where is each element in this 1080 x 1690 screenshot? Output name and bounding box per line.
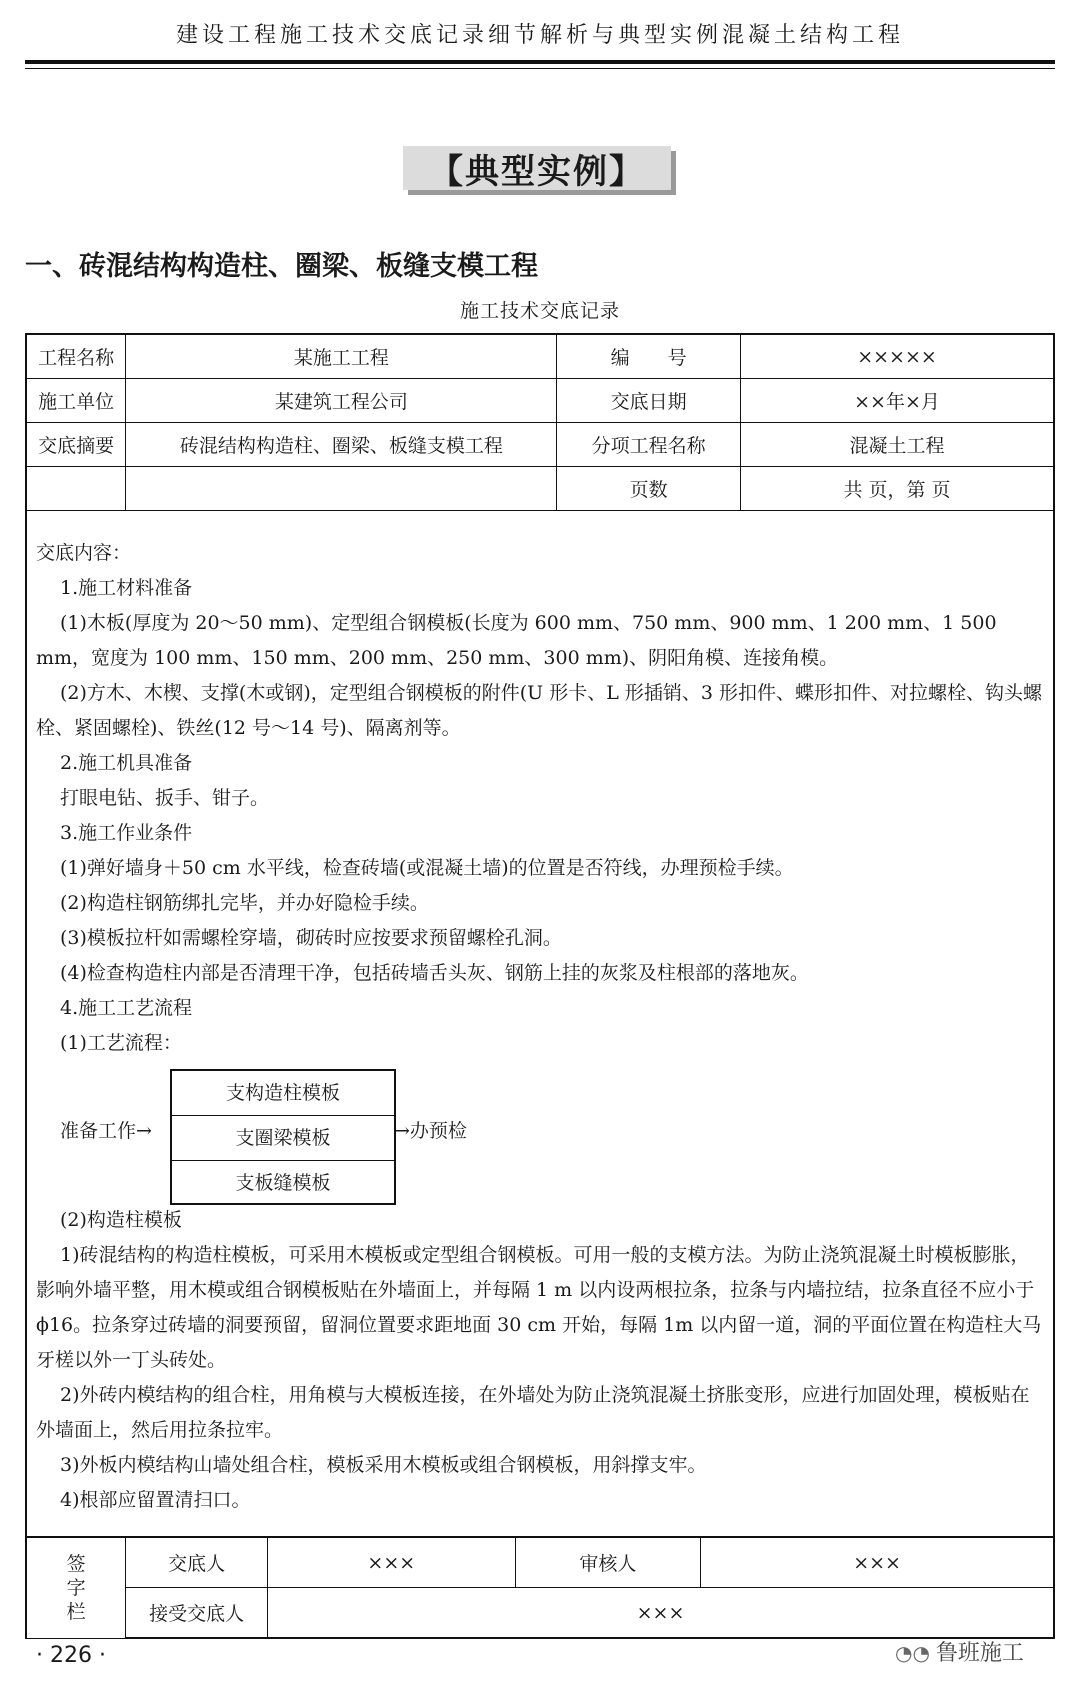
flow-end: →办预检 <box>394 1120 467 1142</box>
briefing-content <box>36 536 1042 1518</box>
signature-row <box>26 1537 1054 1588</box>
section-title: 【典型实例】 <box>429 151 645 192</box>
info-table <box>25 333 1055 511</box>
project-name-label: 工程名称 <box>26 334 126 379</box>
empty-cell <box>126 467 557 511</box>
paragraph: (4)检查构造柱内部是否清理干净，包括砖墙舌头灰、钢筋上挂的灰浆及柱根部的落地灰。 <box>60 962 809 984</box>
section-title-box <box>403 146 671 190</box>
section-heading: 1.施工材料准备 <box>60 577 193 599</box>
info-row <box>26 379 1054 423</box>
chapter-heading: 一、砖混结构构造柱、圈梁、板缝支模工程 <box>25 251 538 282</box>
flow-step: 支圈梁模板 <box>172 1116 394 1161</box>
record-title: 施工技术交底记录 <box>459 300 620 322</box>
paragraph: 1)砖混结构的构造柱模板，可采用木模板或定型组合钢模板。可用一般的支模方法。为防止浇筑混凝土时模板膨胀，影响外墙平整，用木模或组合钢模板贴在外墙面上，并每隔 1 m 以内设两根拉条，拉条与内墙拉结，拉条直径不应小于 ϕ16。拉条穿过砖墙的洞要预留，留洞位置要求距地面 30 cm 开始，每隔 1m 以内留一道，洞的平面位置在构造柱大马牙槎以外一丁头砖处。 <box>36 1244 1042 1371</box>
section-heading: 4.施工工艺流程 <box>60 997 193 1019</box>
page-count-value: 共 页，第 页 <box>741 467 1054 511</box>
running-header: 建设工程施工技术交底记录细节解析与典型实例混凝土结构工程 <box>175 23 904 48</box>
summary-label: 交底摘要 <box>26 423 126 467</box>
paragraph: (3)模板拉杆如需螺栓穿墙，砌砖时应按要求预留螺栓孔洞。 <box>60 927 562 949</box>
content-intro: 交底内容： <box>36 542 132 564</box>
summary-value: 砖混结构构造柱、圈梁、板缝支模工程 <box>126 423 557 467</box>
watermark <box>895 1636 1024 1667</box>
info-row <box>26 423 1054 467</box>
flow-start: 准备工作→ <box>60 1120 152 1142</box>
watermark-text: 鲁班施工 <box>935 1641 1024 1666</box>
info-row <box>26 467 1054 511</box>
subheading: (1)工艺流程： <box>60 1032 182 1054</box>
paragraph: (2)方木、木楔、支撑(木或钢)，定型组合钢模板的附件(U 形卡、L 形插销、3 形扣件、蝶形扣件、对拉螺栓、钩头螺栓、紧固螺栓)、铁丝(12 号～14 号)、隔离剂等。 <box>36 682 1042 739</box>
signature-row <box>26 1588 1054 1639</box>
signature-table <box>25 1536 1055 1639</box>
paragraph: 2)外砖内模结构的组合柱，用角模与大模板连接，在外墙处为防止浇筑混凝土挤胀变形，应进行加固处理，模板贴在外墙面上，然后用拉条拉牢。 <box>36 1384 1030 1441</box>
signature-column-label <box>26 1537 126 1638</box>
presenter-value: ××× <box>268 1537 516 1588</box>
section-heading: 2.施工机具准备 <box>60 752 193 774</box>
record-number-value: ××××× <box>741 334 1054 379</box>
presenter-label: 交底人 <box>126 1537 268 1588</box>
date-value: ××年×月 <box>741 379 1054 423</box>
receiver-label: 接受交底人 <box>126 1588 268 1639</box>
contractor-label: 施工单位 <box>26 379 126 423</box>
paragraph: (2)构造柱钢筋绑扎完毕，并办好隐检手续。 <box>60 892 429 914</box>
flow-steps-box <box>170 1069 396 1205</box>
reviewer-label: 审核人 <box>515 1537 701 1588</box>
section-heading: 3.施工作业条件 <box>60 822 193 844</box>
date-label: 交底日期 <box>557 379 741 423</box>
paragraph: (1)弹好墙身＋50 cm 水平线，检查砖墙(或混凝土墙)的位置是否符线，办理预检手续。 <box>60 857 794 879</box>
paragraph: 4)根部应留置清扫口。 <box>60 1489 251 1511</box>
reviewer-value: ××× <box>701 1537 1054 1588</box>
record-number-label: 编 号 <box>557 334 741 379</box>
chat-bubble-icon: ◔◔ <box>895 1641 930 1665</box>
paragraph: 3)外板内模结构山墙处组合柱，模板采用木模板或组合钢模板，用斜撑支牢。 <box>60 1454 707 1476</box>
subheading: (2)构造柱模板 <box>60 1209 182 1231</box>
empty-cell <box>26 467 126 511</box>
paragraph: (1)木板(厚度为 20～50 mm)、定型组合钢模板(长度为 600 mm、750 mm、900 mm、1 200 mm、1 500 mm，宽度为 100 mm、150 mm、200 mm、250 mm、300 mm)、阴阳角模、连接角模。 <box>36 612 997 669</box>
flow-step: 支构造柱模板 <box>172 1071 394 1116</box>
header-rule <box>25 60 1055 64</box>
project-name-value: 某施工工程 <box>126 334 557 379</box>
header-rule-thin <box>25 68 1055 69</box>
page-count-label: 页数 <box>557 467 741 511</box>
flow-step: 支板缝模板 <box>235 1172 331 1194</box>
paragraph: 打眼电钻、扳手、钳子。 <box>60 787 270 809</box>
subproject-value: 混凝土工程 <box>741 423 1054 467</box>
process-flow-diagram <box>36 1061 636 1203</box>
signature-column-text: 签字栏 <box>66 1552 86 1623</box>
contractor-value: 某建筑工程公司 <box>126 379 557 423</box>
receiver-value: ××× <box>268 1588 1054 1639</box>
subproject-label: 分项工程名称 <box>557 423 741 467</box>
info-row <box>26 334 1054 379</box>
page-number: · 226 · <box>36 1643 106 1668</box>
